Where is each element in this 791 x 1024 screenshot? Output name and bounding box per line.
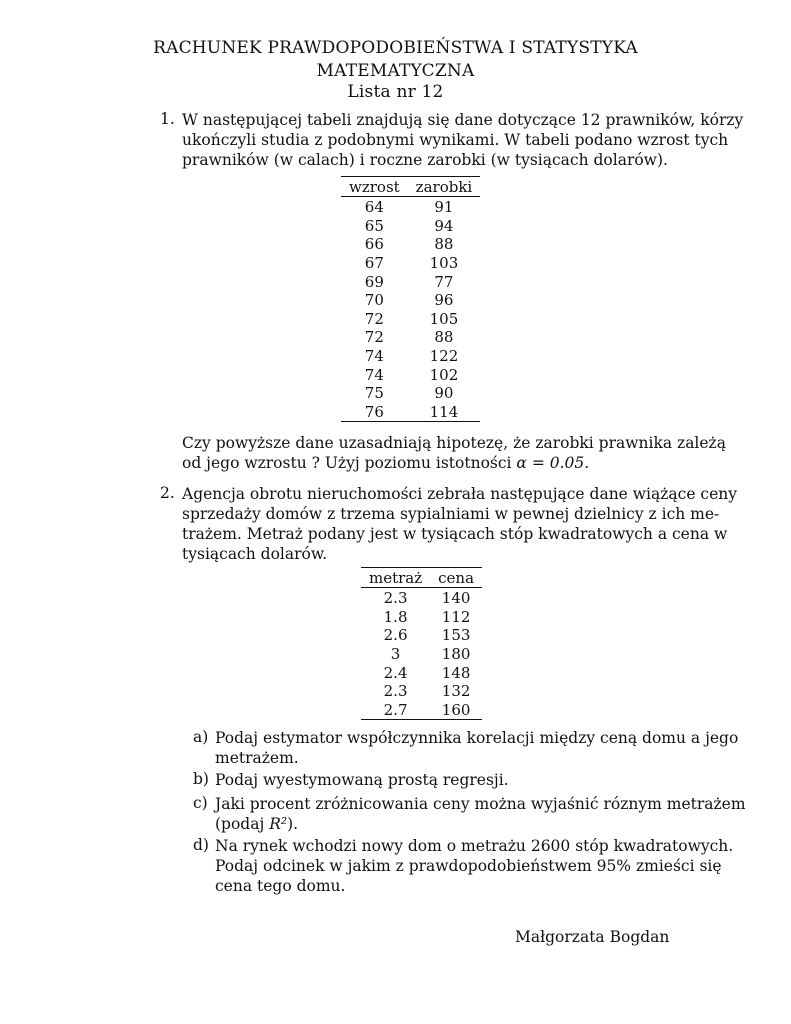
cell-height: 72 — [364, 328, 384, 347]
cell-earnings: 91 — [434, 198, 454, 217]
subquestion-d-label: d) — [193, 836, 209, 854]
column-header-height: wzrost — [341, 177, 408, 197]
cell-earnings: 96 — [434, 291, 454, 310]
cell-height: 65 — [364, 216, 384, 235]
problem-1-intro — [182, 110, 744, 170]
table-area-price — [361, 567, 482, 720]
subquestion-b-label: b) — [193, 770, 209, 788]
cell-price: 180 — [441, 645, 471, 664]
problem-2-line: tysiącach dolarów. — [182, 545, 328, 563]
problem-1-question — [182, 433, 726, 473]
cell-earnings: 90 — [434, 384, 454, 403]
cell-earnings: 94 — [434, 216, 454, 235]
cell-earnings: 77 — [434, 272, 454, 291]
table-row — [341, 254, 480, 273]
table-row — [341, 310, 480, 329]
cell-area: 3 — [390, 645, 401, 664]
table-row — [341, 384, 480, 403]
subquestion-line: Podaj odcinek w jakim z prawdopodobieństwem 95% zmieści się — [215, 857, 722, 875]
table-row — [361, 663, 482, 682]
cell-area: 2.6 — [383, 626, 408, 645]
subquestion-a — [215, 728, 739, 768]
column-header-earnings: zarobki — [408, 177, 481, 197]
problem-1-line: W następującej tabeli znajdują się dane dotyczące 12 prawników, kórzy — [182, 111, 744, 129]
significance-level: α = 0.05. — [516, 454, 590, 472]
page-title-continued: MATEMATYCZNA — [316, 61, 475, 81]
cell-height: 74 — [364, 347, 384, 366]
cell-area: 2.4 — [383, 663, 408, 682]
cell-price: 132 — [441, 682, 471, 701]
problem-2-line: sprzedaży domów z trzema sypialniami w pewnej dzielnicy z ich me- — [182, 505, 720, 523]
subquestion-text: (podaj — [215, 815, 270, 833]
cell-earnings: 122 — [429, 347, 459, 366]
problem-1-question-line — [182, 453, 622, 473]
cell-area: 2.3 — [383, 682, 408, 701]
table-height-earnings — [341, 176, 480, 422]
subquestion-c — [215, 794, 746, 834]
cell-height: 74 — [364, 365, 384, 384]
problem-2-line: Agencja obrotu nieruchomości zebrała następujące dane wiążące ceny — [182, 485, 738, 503]
cell-earnings: 88 — [434, 235, 454, 254]
table-row — [341, 272, 480, 291]
table-row — [361, 645, 482, 664]
cell-earnings: 103 — [429, 254, 459, 273]
table-row — [341, 197, 480, 217]
list-number: Lista nr 12 — [347, 82, 444, 102]
cell-earnings: 102 — [429, 365, 459, 384]
cell-area: 1.8 — [383, 607, 408, 626]
cell-price: 148 — [441, 663, 471, 682]
cell-height: 75 — [364, 384, 384, 403]
table-row — [361, 608, 482, 627]
cell-height: 67 — [364, 254, 384, 273]
table-row — [341, 217, 480, 236]
cell-earnings: 105 — [429, 309, 459, 328]
cell-height: 64 — [364, 198, 384, 217]
cell-height: 72 — [364, 309, 384, 328]
subquestion-a-label: a) — [193, 728, 209, 746]
cell-height: 66 — [364, 235, 384, 254]
cell-price: 112 — [441, 607, 471, 626]
subquestion-text: ). — [287, 815, 299, 833]
subquestion-line: metrażem. — [215, 749, 299, 767]
cell-price: 153 — [441, 626, 471, 645]
subquestion-b — [215, 770, 647, 790]
table-row — [341, 235, 480, 254]
cell-area: 2.7 — [361, 701, 430, 720]
cell-height: 76 — [341, 403, 408, 422]
cell-height: 70 — [364, 291, 384, 310]
cell-earnings: 88 — [434, 328, 454, 347]
problem-1-number: 1. — [160, 110, 175, 128]
table-row — [341, 365, 480, 384]
cell-area: 2.3 — [383, 589, 408, 608]
problem-1-line: prawników (w calach) i roczne zarobki (w tysiącach dolarów). — [182, 151, 668, 169]
subquestion-line: Podaj estymator współczynnika korelacji między ceną domu a jego — [215, 729, 739, 747]
subquestion-line: Jaki procent zróżnicowania ceny można wyjaśnić róznym metrażem — [215, 795, 746, 813]
column-header-price: cena — [430, 568, 482, 588]
question-text: od jego wzrostu ? Użyj poziomu istotności — [182, 454, 517, 472]
table-row — [341, 403, 480, 422]
cell-earnings: 114 — [408, 403, 481, 422]
problem-2-number: 2. — [160, 484, 175, 502]
table-row — [361, 701, 482, 720]
subquestion-line: cena tego domu. — [215, 877, 346, 895]
subquestion-line: Na rynek wchodzi nowy dom o metrażu 2600 stóp kwadratowych. — [215, 837, 734, 855]
author-name: Małgorzata Bogdan — [515, 928, 670, 946]
table-row — [361, 682, 482, 701]
page-title: RACHUNEK PRAWDOPODOBIEŃSTWA I STATYSTYKA — [153, 38, 638, 58]
table-row — [341, 291, 480, 310]
table-row — [361, 588, 482, 608]
problem-1-line: ukończyli studia z podobnymi wynikami. W tabeli podano wzrost tych — [182, 131, 729, 149]
table-row — [341, 328, 480, 347]
problem-1-question-line: Czy powyższe dane uzasadniają hipotezę, że zarobki prawnika zależą — [182, 434, 726, 452]
cell-price: 160 — [430, 701, 482, 720]
subquestion-d — [215, 836, 734, 896]
column-header-area: metraż — [361, 568, 430, 588]
r-squared-symbol: R² — [269, 815, 288, 833]
table-row — [341, 347, 480, 366]
subquestion-line — [215, 814, 647, 834]
subquestion-line: Podaj wyestymowaną prostą regresji. — [215, 771, 509, 789]
cell-height: 69 — [364, 272, 384, 291]
problem-2-intro — [182, 484, 738, 564]
cell-price: 140 — [441, 589, 471, 608]
table-row — [361, 626, 482, 645]
problem-2-line: trażem. Metraż podany jest w tysiącach stóp kwadratowych a cena w — [182, 525, 728, 543]
subquestion-c-label: c) — [193, 794, 208, 812]
